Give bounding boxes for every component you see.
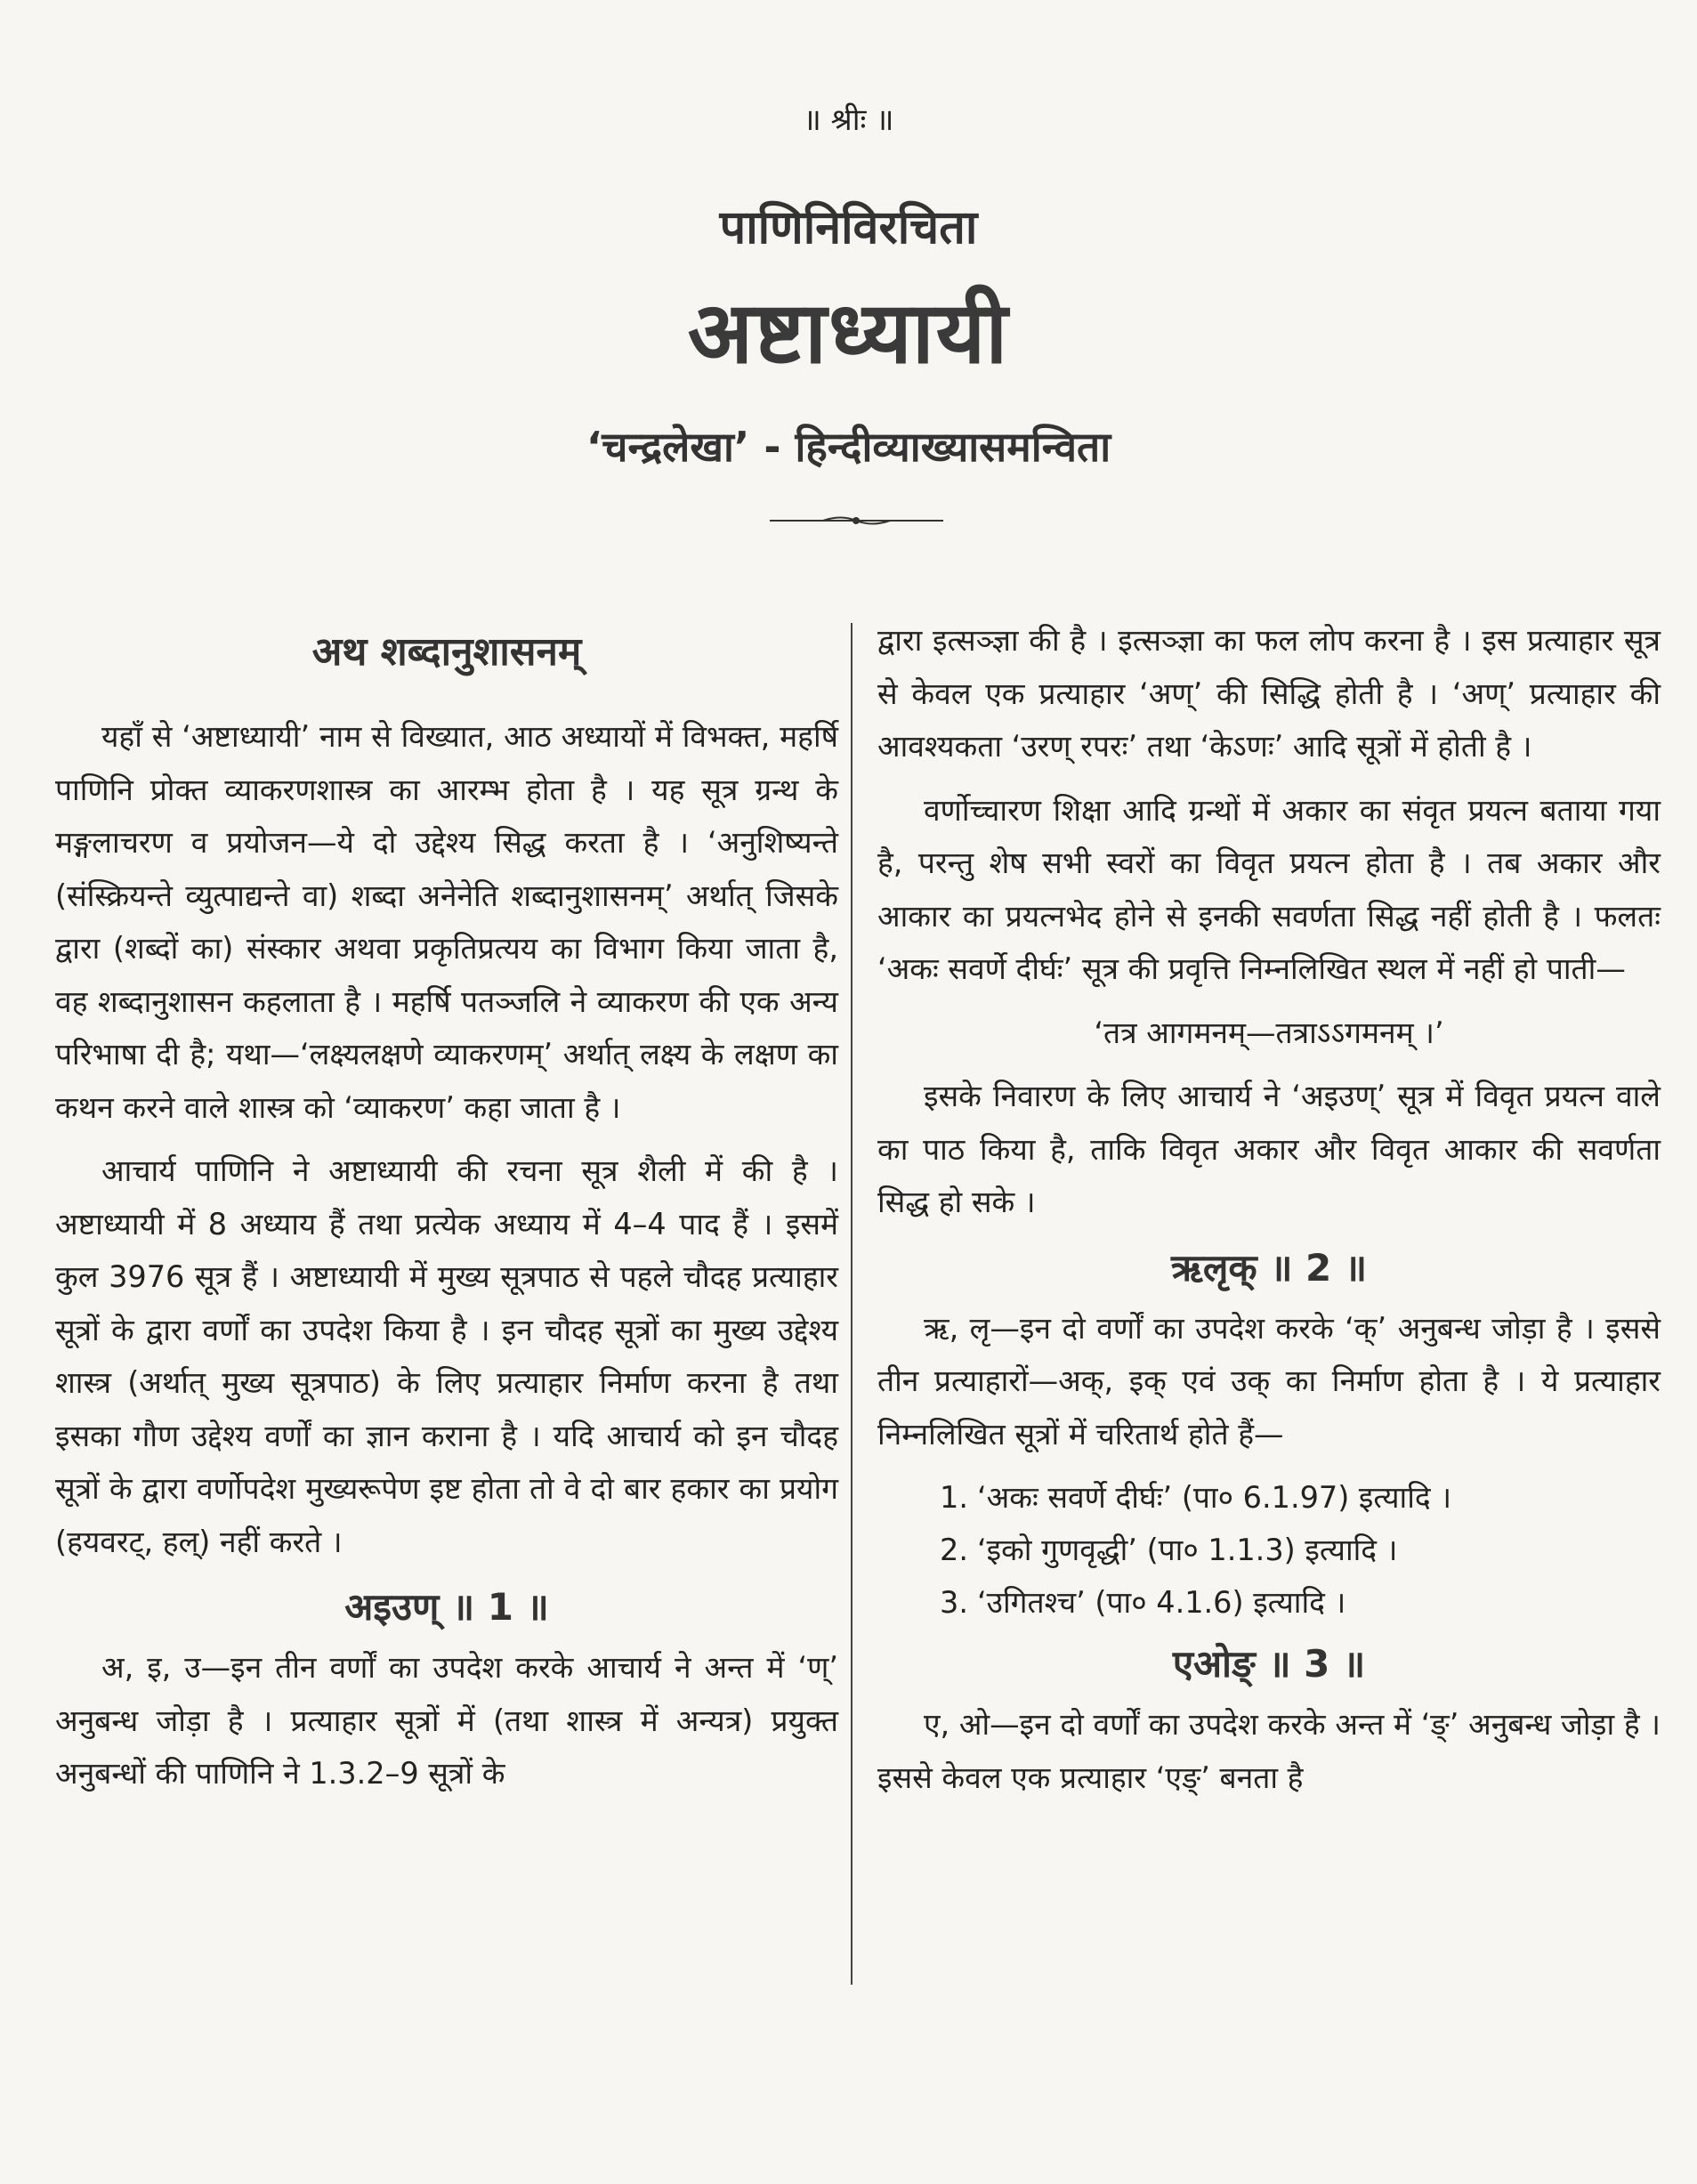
paragraph: अ, इ, उ—इन तीन वर्णों का उपदेश करके आचार्य ने अन्त में ‘ण्’ अनुबन्ध जोड़ा है । प्रत्याहार सूत्रों में (तथा शास्त्र में अन्यत्र) प्रयुक्त अनुबन्धों की पाणिनि ने 1.3.2–9 सूत्रों के <box>55 1650 838 1791</box>
page-title: अष्टाध्यायी <box>687 283 1010 383</box>
page-subtitle: ‘चन्द्रलेखा’ - हिन्दीव्याख्यासमन्विता <box>586 423 1111 471</box>
list-item: 3. ‘उगितश्च’ (पा० 4.1.6) इत्यादि । <box>940 1585 1346 1620</box>
ornament-divider <box>770 514 943 527</box>
rule-list <box>877 1471 1661 1629</box>
sutra-heading: अइउण् ॥ 1 ॥ <box>344 1585 549 1629</box>
section-heading: अथ शब्दानुशासनम् <box>311 629 582 675</box>
right-column <box>877 614 1661 1815</box>
paragraph: ऋ, लृ—इन दो वर्णों का उपदेश करके ‘क्’ अनुबन्ध जोड़ा है । इससे तीन प्रत्याहारों—अक्, इक् एवं उक् का निर्माण होता है । ये प्रत्याहार निम्नलिखित सूत्रों में चरितार्थ होते हैं— <box>877 1310 1661 1452</box>
paragraph: द्वारा इत्सञ्ज्ञा की है । इत्सञ्ज्ञा का फल लोप करना है । इस प्रत्याहार सूत्र से केवल एक प्रत्याहार ‘अण्’ की सिद्धि होती है । ‘अण्’ प्रत्याहार की आवश्यकता ‘उरण् रपरः’ तथा ‘केऽणः’ आदि सूत्रों में होती है । <box>877 623 1661 764</box>
sutra-heading: एओङ् ॥ 3 ॥ <box>1172 1642 1366 1686</box>
paragraph: इसके निवारण के लिए आचार्य ने ‘अइउण्’ सूत्र में विवृत प्रयत्न वाले का पाठ किया है, ताकि विवृत अकार और विवृत आकार की सवर्णता सिद्ध हो सके । <box>877 1079 1661 1219</box>
sutra-heading: ऋलृक् ॥ 2 ॥ <box>1171 1245 1367 1290</box>
author-line: पाणिनिविरचिता <box>719 201 978 255</box>
list-item: 2. ‘इको गुणवृद्धी’ (पा० 1.1.3) इत्यादि । <box>940 1533 1398 1567</box>
paragraph: आचार्य पाणिनि ने अष्टाध्यायी की रचना सूत्र शैली में की है । अष्टाध्यायी में 8 अध्याय हैं तथा प्रत्येक अध्याय में 4–4 पाद हैं । इसमें कुल 3976 सूत्र हैं । अष्टाध्यायी में मुख्य सूत्रपाठ से पहले चौदह प्रत्याहार सूत्रों के द्वारा वर्णों का उपदेश किया है । इन चौदह सूत्रों का मुख्य उद्देश्य शास्त्र (अर्थात् मुख्य सूत्रपाठ) के लिए प्रत्याहार निर्माण करना है तथा इसका गौण उद्देश्य वर्णों का ज्ञान कराना है । यदि आचार्य को इन चौदह सूत्रों के द्वारा वर्णोपदेश मुख्यरूपेण इष्ट होता तो वे दो बार हकार का प्रयोग (हयवरट्, हल्) नहीं करते । <box>55 1153 838 1559</box>
paragraph: वर्णोच्चारण शिक्षा आदि ग्रन्थों में अकार का संवृत प्रयत्न बताया गया है, परन्तु शेष सभी स्वरों का विवृत प्रयत्न होता है । तब अकार और आकार का प्रयत्नभेद होने से इनकी सवर्णता सिद्ध नहीं होती है । फलतः ‘अकः सवर्णे दीर्घः’ सूत्र की प्रवृत्ति निम्नलिखित स्थल में नहीं हो पाती— <box>877 792 1661 986</box>
invocation: ॥ श्रीः ॥ <box>803 102 894 138</box>
left-column <box>55 614 838 1811</box>
quote-line: ‘तत्र आगमनम्—तत्राऽऽगमनम् ।’ <box>1094 1015 1444 1050</box>
paragraph: ए, ओ—इन दो वर्णों का उपदेश करके अन्त में ‘ङ्’ अनुबन्ध जोड़ा है । इससे केवल एक प्रत्याहार ‘एङ्’ बनता है <box>877 1707 1661 1795</box>
paragraph: यहाँ से ‘अष्टाध्यायी’ नाम से विख्यात, आठ अध्यायों में विभक्त, महर्षि पाणिनि प्रोक्त व्याकरणशास्त्र का आरम्भ होता है । यह सूत्र ग्रन्थ के मङ्गलाचरण व प्रयोजन—ये दो उद्देश्य सिद्ध करता है । ‘अनुशिष्यन्ते (संस्क्रियन्ते व्युत्पाद्यन्ते वा) शब्दा अनेनेति शब्दानुशासनम्’ अर्थात् जिसके द्वारा (शब्दों का) संस्कार अथवा प्रकृतिप्रत्यय का विभाग किया जाता है, वह शब्दानुशासन कहलाता है । महर्षि पतञ्जलि ने व्याकरण की एक अन्य परिभाषा दी है; यथा—‘लक्ष्यलक्षणे व्याकरणम्’ अर्थात् लक्ष्य के लक्षण का कथन करने वाले शास्त्र को ‘व्याकरण’ कहा जाता है । <box>55 719 838 1125</box>
column-divider <box>851 623 853 1985</box>
list-item: 1. ‘अकः सवर्णे दीर्घः’ (पा० 6.1.97) इत्यादि । <box>940 1480 1452 1515</box>
